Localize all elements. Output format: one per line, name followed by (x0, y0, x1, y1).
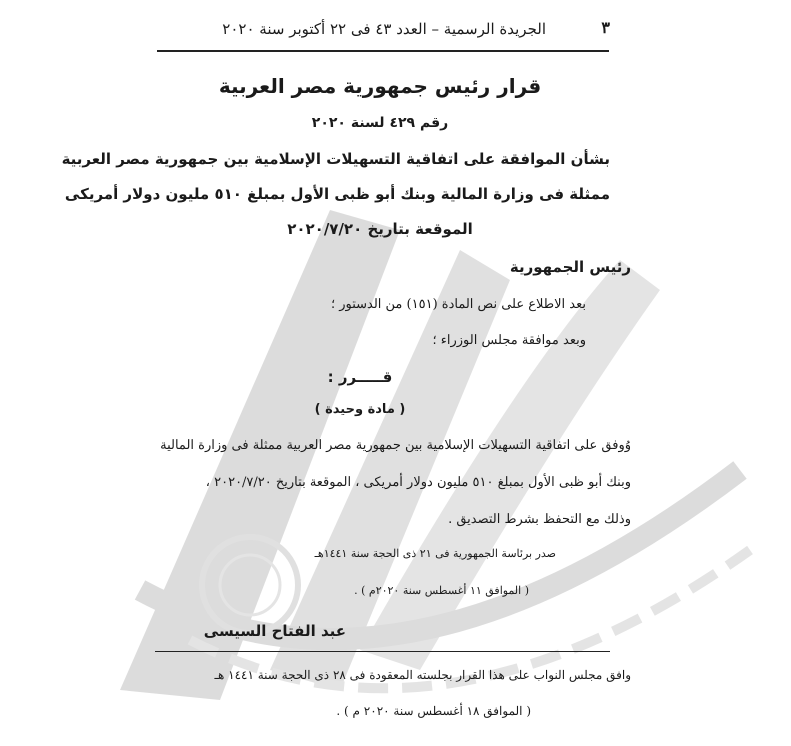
decree-subject-line-1: بشأن الموافقة على اتفاقية التسهيلات الإسلامية بين جمهورية مصر العربية (61, 150, 610, 168)
parliament-approval: وافق مجلس النواب على هذا القرار بجلسته المعقودة فى ٢٨ ذى الحجة سنة ١٤٤١ هـ (214, 668, 631, 682)
footer-divider (155, 651, 610, 652)
decree-number: رقم ٤٢٩ لسنة ٢٠٢٠ (311, 115, 449, 131)
president-label: رئيس الجمهورية (509, 258, 631, 276)
decided-heading: قـــــرر : (327, 368, 393, 386)
article-body-line-3: وذلك مع التحفظ بشرط التصديق . (448, 512, 631, 527)
header-divider (157, 50, 609, 52)
decree-subject-line-2: ممثلة فى وزارة المالية وبنك أبو ظبى الأول بمبلغ ٥١٠ مليون دولار أمريكى (64, 185, 610, 203)
issued-gregorian-date: ( الموافق ١١ أغسطس سنة ٢٠٢٠م ) . (354, 584, 529, 597)
article-body-line-1: وُوفق على اتفاقية التسهيلات الإسلامية بين جمهورية مصر العربية ممثلة فى وزارة المالية (160, 438, 631, 453)
issued-date: صدر برئاسة الجمهورية فى ٢١ ذى الحجة سنة ١٤٤١هـ (314, 547, 556, 560)
page-header (150, 14, 610, 42)
parliament-gregorian-date: ( الموافق ١٨ أغسطس سنة ٢٠٢٠ م ) . (336, 704, 531, 718)
gazette-header-title: الجريدة الرسمية – العدد ٤٣ فى ٢٢ أكتوبر سنة ٢٠٢٠ (222, 20, 546, 38)
decree-title: قرار رئيس جمهورية مصر العربية (218, 74, 542, 98)
article-body-line-2: وبنك أبو ظبى الأول بمبلغ ٥١٠ مليون دولار أمريكى ، الموقعة بتاريخ ٢٠٢٠/٧/٢٠ ، (205, 475, 631, 490)
decree-subject-line-3: الموقعة بتاريخ ٢٠٢٠/٧/٢٠ (287, 220, 473, 238)
page-number: ٣ (601, 18, 610, 37)
president-signature: عبد الفتاح السيسى (203, 622, 346, 640)
preamble-line-1: بعد الاطلاع على نص المادة (١٥١) من الدستور ؛ (330, 297, 586, 312)
article-heading: ( مادة وحيدة ) (314, 402, 406, 417)
preamble-line-2: وبعد موافقة مجلس الوزراء ؛ (432, 333, 586, 348)
